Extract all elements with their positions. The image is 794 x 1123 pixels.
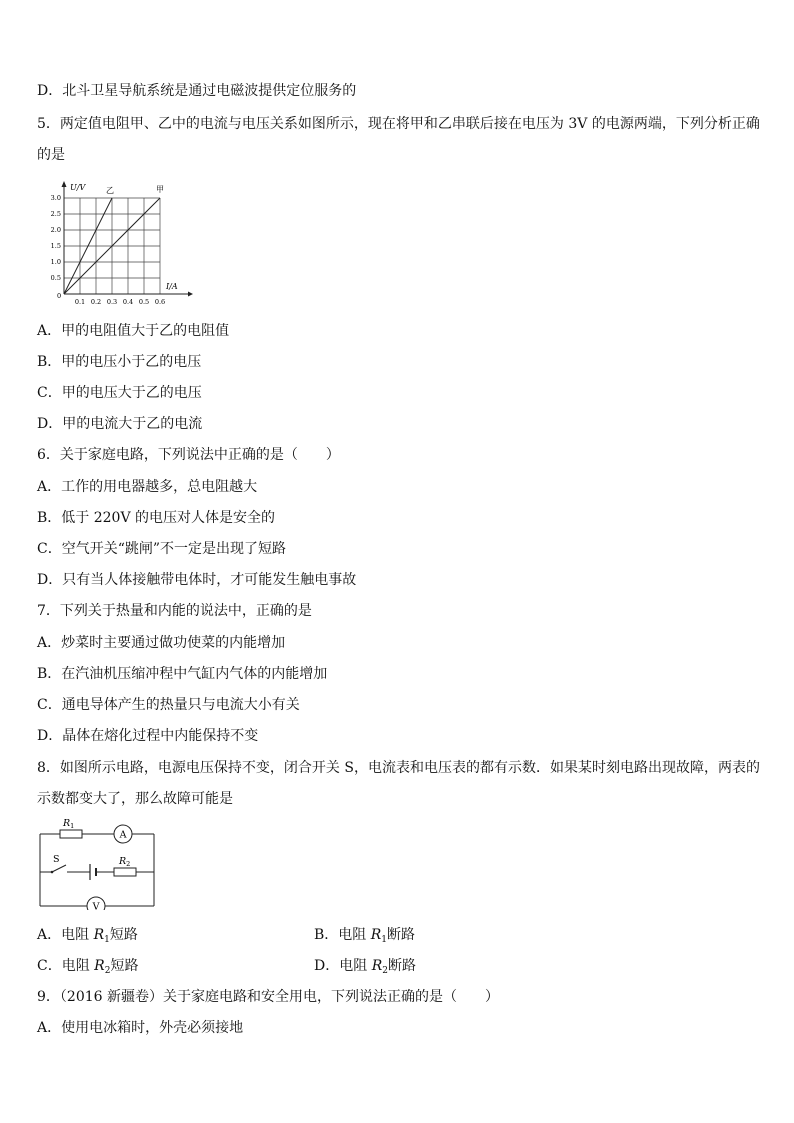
x-tick-label: 0.2 [90,298,102,306]
x-axis-arrow-icon [188,292,193,297]
q8-option-c: C．电阻 $R_2$短路 [37,958,139,976]
y-tick-label: 2.0 [50,226,61,234]
q5-option-a: A．甲的电阻值大于乙的电阻值 [37,323,230,339]
q7-option-c: C．通电导体产生的热量只与电流大小有关 [37,697,300,713]
series-label-yi: 乙 [106,186,114,195]
ammeter-label: A [119,829,127,841]
q8-stem-line-2: 示数都变大了，那么故障可能是 [37,791,233,807]
origin-label: 0 [57,292,62,300]
q5-stem-line-1: 5．两定值电阻甲、乙中的电流与电压关系如图所示，现在将甲和乙串联后接在电压为 3V 的电源两端，下列分析正确 [37,116,760,132]
q7-option-a: A．炒菜时主要通过做功使菜的内能增加 [37,635,286,651]
switch-s [52,865,66,872]
series-label-jia: 甲 [156,185,164,194]
q8-stem-line-1: 8．如图所示电路，电源电压保持不变，闭合开关 S，电流表和电压表的都有示数．如果某时刻电路出现故障，两表的 [37,760,760,776]
x-tick-label: 0.6 [154,298,166,306]
q7-option-b: B．在汽油机压缩冲程中气缸内气体的内能增加 [37,666,328,682]
y-tick-label: 2.5 [50,210,61,218]
x-tick-label: 0.1 [74,298,86,306]
resistor-r1 [60,830,82,838]
switch-pivot [51,871,54,874]
q5-option-d: D．甲的电流大于乙的电流 [37,416,203,432]
q6-stem: 6．关于家庭电路，下列说法中正确的是（ ） [37,447,340,463]
voltmeter-label: V [92,901,100,910]
q5-iu-graph [40,178,200,308]
q6-option-b: B．低于 220V 的电压对人体是安全的 [37,510,276,526]
x-tick-label: 0.3 [106,298,118,306]
q9-stem: 9．（2016 新疆卷）关于家庭电路和安全用电，下列说法正确的是（ ） [37,989,499,1005]
q8-option-b: B．电阻 $R_1$断路 [314,927,416,945]
q7-stem: 7．下列关于热量和内能的说法中，正确的是 [37,603,312,619]
x-axis-label: I/A [166,282,178,291]
q8-option-a: A．电阻 $R_1$短路 [37,927,138,945]
y-axis-arrow-icon [62,181,67,187]
y-tick-label: 1.0 [50,258,61,266]
q6-option-c: C．空气开关“跳闸”不一定是出现了短路 [37,541,287,557]
q4-option-d: D．北斗卫星导航系统是通过电磁波提供定位服务的 [37,83,357,99]
x-tick-label: 0.5 [138,298,150,306]
q7-option-d: D．晶体在熔化过程中内能保持不变 [37,728,259,744]
q5-option-c: C．甲的电压大于乙的电压 [37,385,202,401]
r1-label: $R_1$ [63,818,75,830]
q5-stem-line-2: 的是 [37,147,65,163]
q6-option-a: A．工作的用电器越多，总电阻越大 [37,479,258,495]
y-tick-label: 3.0 [50,194,61,202]
r2-label: $R_2$ [119,856,131,868]
resistor-r2 [114,868,136,876]
q8-circuit-diagram [36,816,160,910]
y-axis-label: U/V [70,183,86,192]
q6-option-d: D．只有当人体接触带电体时，才可能发生触电事故 [37,572,357,588]
q9-option-a: A．使用电冰箱时，外壳必须接地 [37,1020,244,1036]
q8-option-d: D．电阻 $R_2$断路 [314,958,416,976]
y-tick-label: 0.5 [50,274,61,282]
switch-label: S [53,854,60,865]
x-tick-label: 0.4 [122,298,134,306]
q5-option-b: B．甲的电压小于乙的电压 [37,354,202,370]
y-tick-label: 1.5 [50,242,61,250]
